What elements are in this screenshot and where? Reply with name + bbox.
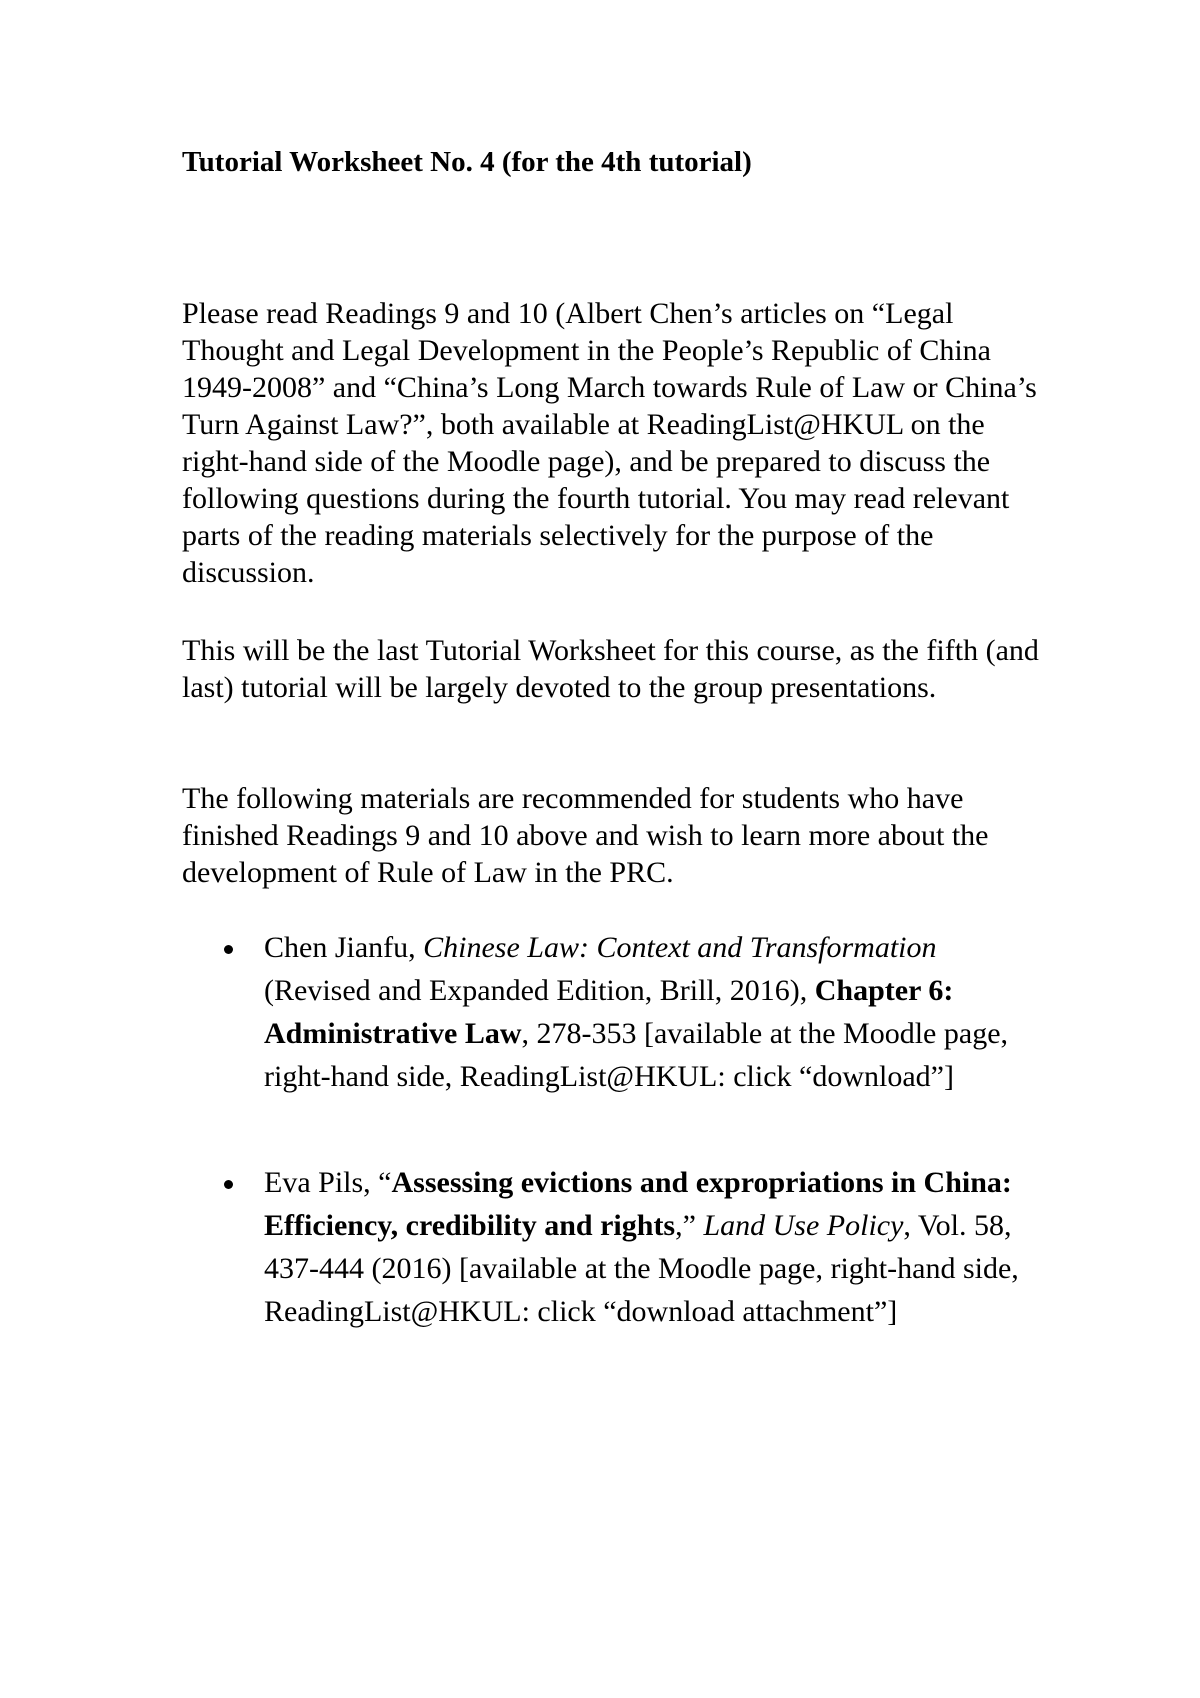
reference-item-chen bbox=[182, 926, 1042, 1098]
reference-article-title: Assessing evictions and expropriations in China: Efficiency, credibility and rights bbox=[264, 1166, 1012, 1242]
reference-journal: Land Use Policy bbox=[703, 1209, 904, 1242]
worksheet-title: Tutorial Worksheet No. 4 (for the 4th tutorial) bbox=[182, 146, 752, 178]
reference-edition: (Revised and Expanded Edition, Brill, 2016), bbox=[264, 974, 808, 1007]
recommended-materials-paragraph: The following materials are recommended for students who have finished Readings 9 and 10 above and wish to learn more about the development of Rule of Law in the PRC. bbox=[182, 782, 989, 889]
reference-book-title: Chinese Law: Context and Transformation bbox=[423, 931, 937, 964]
reference-author: Eva Pils, bbox=[264, 1166, 371, 1199]
reference-open-quote: “ bbox=[378, 1166, 392, 1199]
reading-instructions-paragraph: Please read Readings 9 and 10 (Albert Chen’s articles on “Legal Thought and Legal Development in the People’s Republic of China 1949-2008” and “China’s Long March towards Rule of Law or China’s Turn Against Law?”, both available at ReadingList@HKUL on the right-hand side of the Moodle page), and be prepared to discuss the following questions during the fourth tutorial. You may read relevant parts of the reading materials selectively for the purpose of the discussion. bbox=[182, 297, 1037, 589]
reference-author: Chen Jianfu, bbox=[264, 931, 416, 964]
reference-details: , Vol. 58, 437-444 (2016) [available at the Moodle page, right-hand side, ReadingList@HKUL: click “download attachment”] bbox=[264, 1209, 1019, 1328]
reference-close-quote: ,” bbox=[675, 1209, 696, 1242]
reference-list-first bbox=[182, 926, 1042, 1098]
bullet-icon bbox=[224, 1180, 233, 1189]
reference-pages-note: , 278-353 [available at the Moodle page, right-hand side, ReadingList@HKUL: click “download”] bbox=[264, 1017, 1009, 1093]
last-worksheet-paragraph: This will be the last Tutorial Worksheet for this course, as the fifth (and last) tutorial will be largely devoted to the group presentations. bbox=[182, 634, 1039, 704]
reference-chapter: Chapter 6: Administrative Law bbox=[264, 974, 954, 1050]
reference-item-pils bbox=[182, 1161, 1042, 1333]
bullet-icon bbox=[224, 945, 233, 954]
reference-list-second bbox=[182, 1161, 1042, 1333]
